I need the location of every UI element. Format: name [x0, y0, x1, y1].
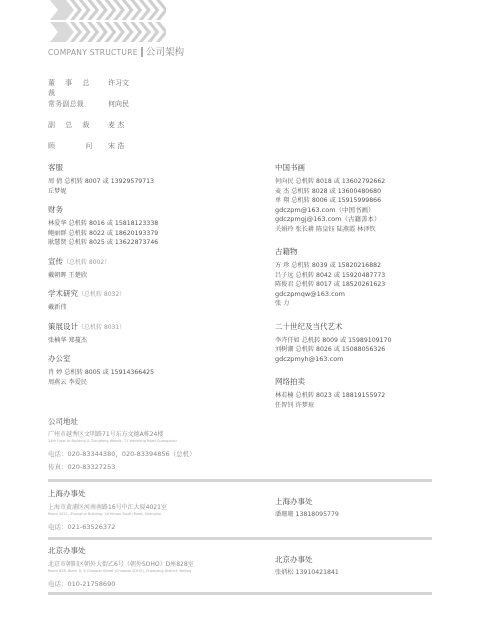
beijing-office — [48, 545, 273, 588]
office-address-en: Room 828, Block D, 6 Chaowai Street (Chaowai SOHO), Chaoyang District, Beijing — [48, 569, 192, 573]
leadership-list — [48, 78, 129, 162]
contact-line: 林若楠 总机转 8023 或 18819155972 — [275, 392, 386, 399]
contact-line: 单 翔 总机转 8006 或 15915999866 — [275, 197, 382, 204]
contact-line: 任智钊 许梦瑄 — [275, 401, 315, 409]
contact-line: 周燕云 李爱民 — [48, 378, 88, 386]
header-divider — [141, 47, 143, 57]
company-address — [48, 416, 278, 471]
email-link[interactable]: gdczpmqw@163.com — [275, 289, 345, 298]
contact-line: 张炳松 13910421841 — [275, 569, 339, 576]
chevron-pattern-decoration — [48, 0, 166, 42]
leadership-title: 常务副总裁 — [48, 100, 84, 108]
email-link[interactable]: gdczpm@163.com（中国书画） — [275, 205, 375, 214]
phone-line: 电话：020-83344380，020-83394856（总机） — [48, 450, 196, 458]
dept-title-kefu: 客服 — [48, 163, 63, 172]
dept-name: 宣传 — [48, 256, 63, 266]
dept-title-ershi: 二十世纪及当代艺术 — [275, 321, 343, 331]
leadership-name: 麦 杰 — [108, 121, 125, 129]
contact-line: 潘珊珊 13818095779 — [275, 511, 339, 518]
office-title: 上海办事处 — [275, 497, 313, 506]
dept-ext: （总机转 8031） — [78, 323, 126, 331]
dept-name: 策展设计 — [48, 321, 78, 331]
dept-title-bangong: 办公室 — [48, 354, 71, 363]
leadership-title: 副 总 裁 — [48, 121, 94, 129]
staff-line: 关娟玲 张长耕 陈皇钰 陆燕霞 林泽钦 — [275, 225, 376, 233]
header-cn: 公司架构 — [145, 47, 185, 58]
address-cn: 广州市越秀区文明路71号东方文德A栋24楼 — [48, 431, 164, 438]
address-title: 公司地址 — [48, 417, 78, 426]
divider — [48, 537, 432, 540]
dept-title-shuhua: 中国书画 — [275, 163, 305, 172]
contact-line: 何向民 总机转 8018 或 13602792662 — [275, 178, 386, 185]
contact-line: 鲍丽群 总机转 8022 或 18620193379 — [48, 229, 159, 237]
office-address-en: Room 4021, Zhonghui Building, 16 Henan South Road, Shanghai — [48, 512, 162, 516]
office-address-cn: 北京市朝阳区朝外大街乙6号（朝外SOHO）D座828室 — [48, 561, 194, 568]
contact-line: 耿慧贤 总机转 8025 或 13622873746 — [48, 239, 159, 246]
office-title: 上海办事处 — [48, 489, 86, 498]
dept-title-caiwu: 财务 — [48, 205, 63, 214]
section-header — [48, 44, 184, 58]
beijing-contact — [275, 554, 339, 578]
header-en: COMPANY STRUCTURE — [48, 48, 138, 57]
contact-line: 李卉仟如 总机转 8009 或 15989109170 — [275, 336, 392, 344]
dept-name: 学术研究 — [48, 289, 78, 298]
dept-title-xueshu — [48, 288, 258, 299]
divider — [48, 592, 432, 595]
right-column — [275, 162, 455, 410]
contact-line: 麦 杰 总机转 8028 或 13600480680 — [275, 187, 382, 195]
leadership-row — [48, 141, 129, 162]
phone-line: 电话：010-21758690 — [48, 580, 116, 588]
email-link[interactable]: gdczpmgj@163.com（古籍善本） — [275, 215, 381, 223]
shanghai-contact — [275, 496, 339, 520]
staff-line: 张 力 — [275, 300, 290, 307]
email-link[interactable]: gdczpmyh@163.com — [275, 354, 344, 363]
left-column — [48, 162, 258, 387]
office-title: 北京办事处 — [48, 546, 86, 555]
dept-ext: （总机转 8002） — [63, 258, 111, 266]
phone-line: 电话：021-63526372 — [48, 523, 116, 531]
address-en: 24th Floor of Building A, Dongfang Wende, 71 Wenming Road,Guangzhou — [48, 439, 177, 443]
leadership-name: 何向民 — [108, 100, 129, 108]
contact-line: 方 珍 总机转 8039 或 15820216882 — [275, 262, 382, 269]
divider — [48, 479, 432, 482]
contact-line: 林爱华 总机转 8016 或 15818123338 — [48, 220, 159, 227]
contact-line: 吕子远 总机转 8042 或 15920487773 — [275, 271, 386, 279]
leadership-name: 许习文 — [108, 79, 129, 87]
leadership-row — [48, 120, 129, 141]
contact-line: 周 倩 总机转 8007 或 13929579713 — [48, 178, 155, 185]
leadership-name: 宋 浩 — [108, 142, 125, 150]
dept-title-guji: 古籍物 — [275, 247, 298, 256]
dept-title-wangluo: 网络拍卖 — [275, 377, 305, 386]
leadership-title: 董 事 总 裁 — [48, 79, 94, 97]
contact-line: 刘树潮 总机转 8026 或 15088056326 — [275, 346, 386, 353]
dept-title-xuanchuan — [48, 256, 258, 267]
contact-line: 肖 婷 总机转 8005 或 15914366425 — [48, 369, 155, 376]
contact-line: 陈俊君 总机转 8017 或 18520261623 — [275, 281, 386, 288]
contact-line: 戴朝晖 王楚欣 — [48, 271, 88, 279]
leadership-title: 顾 问 — [48, 142, 107, 150]
office-title: 北京办事处 — [275, 555, 313, 564]
contact-line: 张楠华 郑蔓杰 — [48, 336, 88, 344]
dept-ext: （总机转 8032） — [78, 291, 126, 298]
fax-line: 传真：020-83327253 — [48, 463, 116, 471]
office-address-cn: 上海市黄浦区河南南路16号中汇大厦4021室 — [48, 504, 167, 511]
dept-title-cehua — [48, 321, 258, 332]
leadership-row — [48, 78, 129, 99]
contact-line: 丘梦妮 — [48, 187, 67, 195]
contact-line: 戴新伟 — [48, 304, 67, 311]
leadership-row — [48, 99, 129, 120]
shanghai-office — [48, 488, 268, 531]
